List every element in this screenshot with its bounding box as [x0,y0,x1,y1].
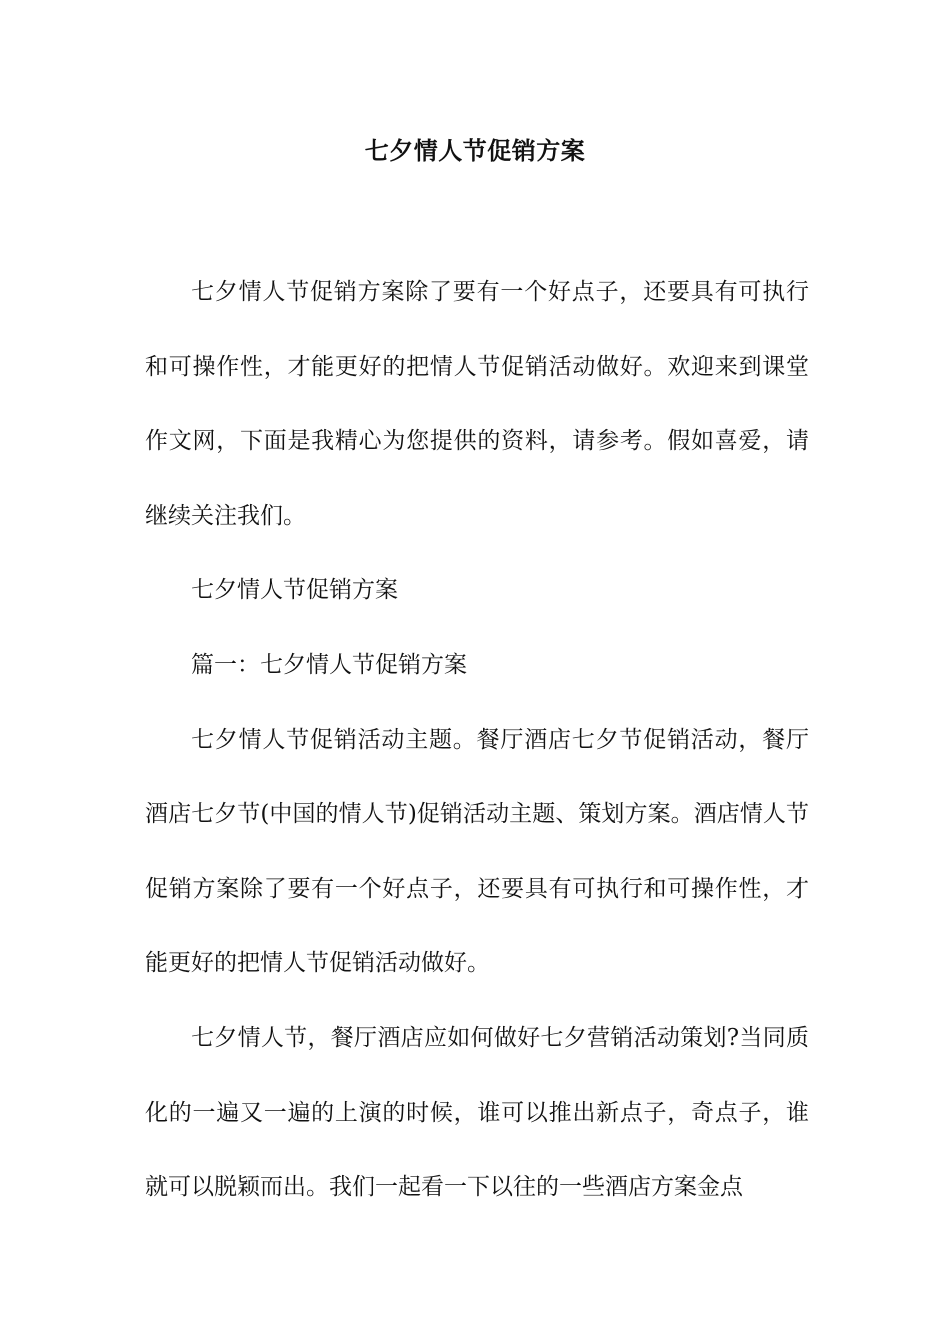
document-title: 七夕情人节促销方案 [364,136,586,165]
paragraph-intro: 七夕情人节促销方案除了要有一个好点子，还要具有可执行和可操作性，才能更好的把情人节促销活动做好。欢迎来到课堂作文网，下面是我精心为您提供的资料，请参考。假如喜爱，请继续关注我们。 [145,279,809,529]
paragraph-heading: 七夕情人节促销方案 [191,577,398,604]
paragraph-section-title: 篇一：七夕情人节促销方案 [191,651,467,678]
paragraph-planning: 七夕情人节，餐厅酒店应如何做好七夕营销活动策划?当同质化的一遍又一遍的上演的时候，谁可以推出新点子，奇点子，谁就可以脱颖而出。我们一起看一下以往的一些酒店方案金点 [145,1024,809,1201]
document-body [145,255,809,1225]
paragraph-theme: 七夕情人节促销活动主题。餐厅酒店七夕节促销活动，餐厅酒店七夕节(中国的情人节)促销活动主题、策划方案。酒店情人节促销方案除了要有一个好点子，还要具有可执行和可操作性，才能更好的把情人节促销活动做好。 [145,726,809,977]
